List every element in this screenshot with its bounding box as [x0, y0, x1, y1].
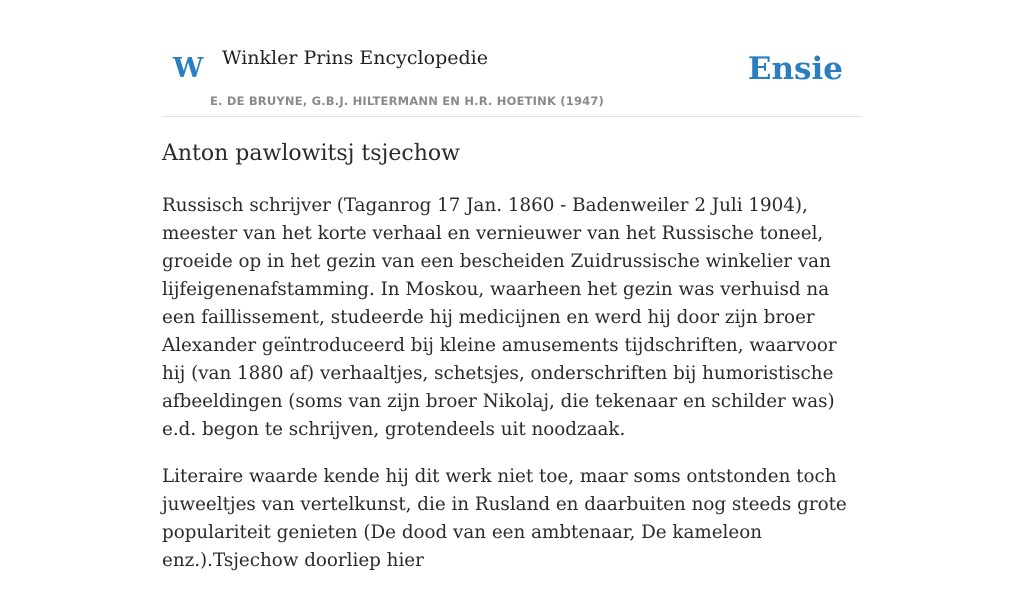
article-title: Anton pawlowitsj tsjechow [162, 141, 460, 166]
article-paragraph: Literaire waarde kende hij dit werk niet toe, maar soms ontstonden toch juweeltjes van vertelkunst, die in Rusland en daarbuiten nog steeds grote populariteit genieten (De dood van een ambtenaar, De kameleon enz.).Tsjechow doorliep hier [162, 466, 847, 571]
site-header [162, 0, 862, 117]
article-body [162, 192, 862, 594]
book-authors: E. DE BRUYNE, G.B.J. HILTERMANN EN H.R. HOETINK (1947) [210, 94, 605, 108]
winkler-prins-logo-icon[interactable]: W [173, 53, 204, 84]
ensie-brand-link[interactable]: Ensie [747, 51, 843, 87]
article-paragraph: Russisch schrijver (Taganrog 17 Jan. 1860 - Badenweiler 2 Juli 1904), meester van het korte verhaal en vernieuwer van het Russische toneel, groeide op in het gezin van een bescheiden Zuidrussische winkelier van lijfeigenenafstamming. In Moskou, waarheen het gezin was verhuisd na een faillissement, studeerde hij medicijnen en werd hij door zijn broer Alexander geïntroduceerd bij kleine amusements tijdschriften, waarvoor hij (van 1880 af) verhaaltjes, schetsjes, onderschriften bij humoristische afbeeldingen (soms van zijn broer Nikolaj, die tekenaar en schilder was) e.d. begon te schrijven, grotendeels uit noodzaak. [162, 195, 837, 440]
book-title-link[interactable]: Winkler Prins Encyclopedie [222, 47, 488, 69]
